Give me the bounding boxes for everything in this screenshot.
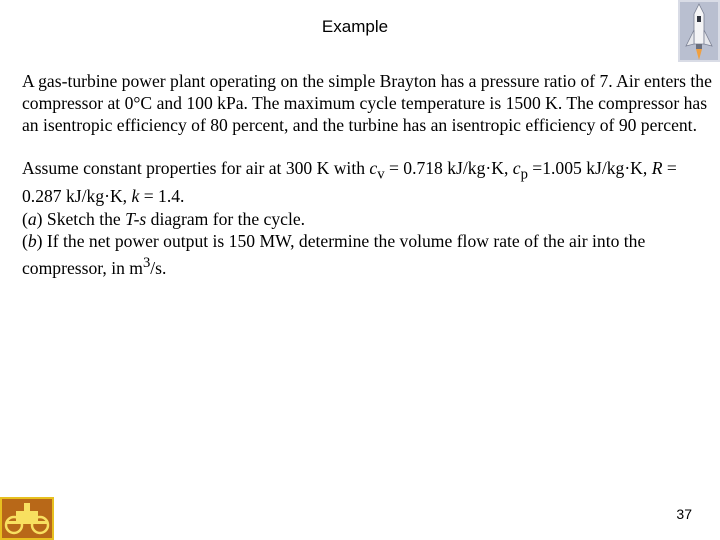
page-number: 37	[676, 506, 692, 522]
problem-statement	[22, 70, 712, 279]
part-b: (b) If the net power output is 150 MW, determine the volume flow rate of the air into the compressor, in $m^3/s$.	[22, 230, 646, 278]
space-shuttle-logo	[678, 0, 720, 62]
assumptions-line: Assume constant properties for air at 300 K with $c_v = 0.718$ kJ/kg·K, $c_p =1.005$ kJ/kg·K, R = 0.287 kJ/kg·K, k = 1.4.	[22, 157, 677, 207]
engine-logo	[0, 497, 54, 540]
slide-title: Example	[321, 17, 389, 36]
part-a: (a) Sketch the T-s diagram for the cycle.	[22, 208, 306, 229]
problem-paragraph: A gas-turbine power plant operating on the simple Brayton has a pressure ratio of 7. Air enters the compressor at 0°C and 100 kPa. The maximum cycle temperature is 1500 K. The compressor has an isentropic efficiency of 80 percent, and the turbine has an isentropic efficiency of 90 percent.	[22, 71, 712, 136]
